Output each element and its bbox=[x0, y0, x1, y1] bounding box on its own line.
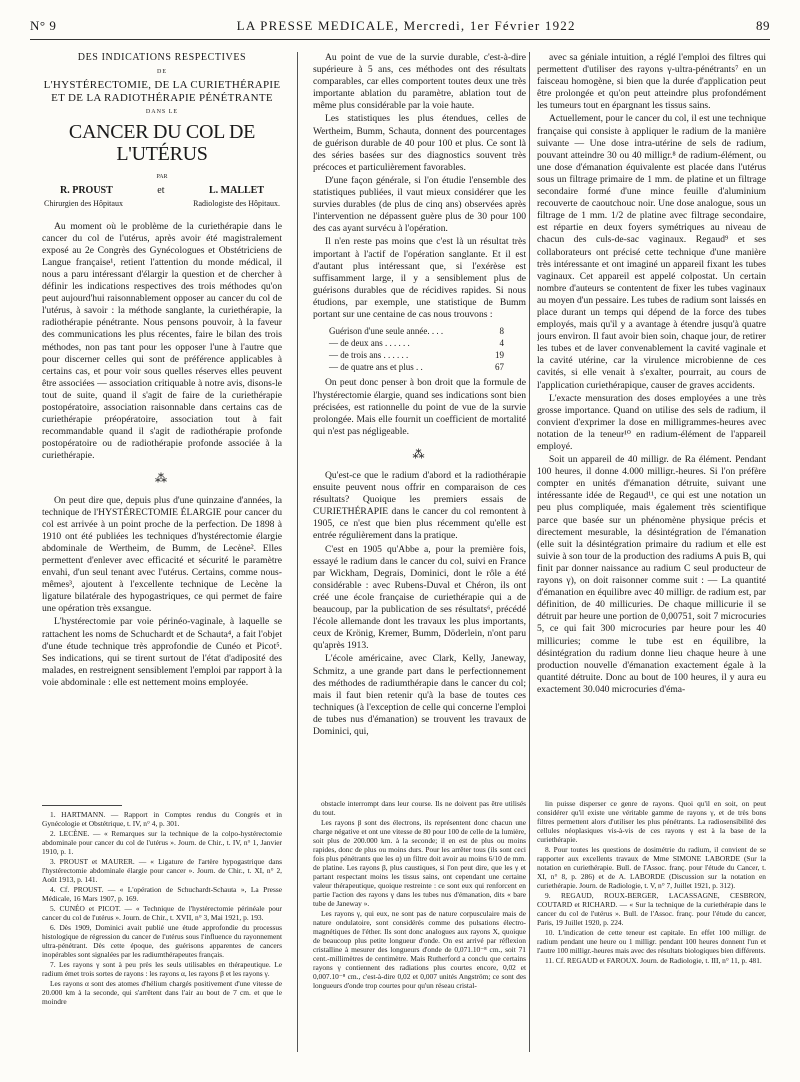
page-number: 89 bbox=[756, 18, 770, 33]
footnote-list bbox=[313, 799, 526, 990]
paragraph: L'exacte mensuration des doses employées a une très grosse importance. Quand on utilise des sels de radium, il convient d'exprimer la dose en milligrammes-heures avec notation de la teneur¹⁰ en radium-élément de l'appareil employé. bbox=[537, 392, 766, 452]
footnote: 9. REGAUD, ROUX-BERGER, LACASSAGNE, CESBRON, COUTARD et RICHARD. — « Sur la technique de la curiethérapie dans le cancer du col de l'utérus ». Bull. de l'Assoc. franç. pour l'étude du cancer, Paris, 19 Juillet 1920, p. 224. bbox=[537, 891, 766, 927]
paragraph: C'est en 1905 qu'Abbe a, pour la première fois, essayé le radium dans le cancer du col, suivi en France par Wickham, Degrais, Dominici, dont le rôle a été considérable : avec Rubens-Duval et Chéron, ils ont créé une école française de curiethérapie qui a de beaucoup, par la publication de ses résultats⁶, précédé l'école allemande dont les travaux les plus importants, ceux de Krönig, Kremer, Bumm, Döderlein, n'ont paru qu'après 1913. bbox=[313, 543, 526, 652]
stat-row: — de quatre ans et plus . . 67 bbox=[329, 362, 504, 373]
title-line-1: L'HYSTÉRECTOMIE, DE LA CURIETHÉRAPIE bbox=[43, 79, 281, 92]
paragraph: Actuellement, pour le cancer du col, il est une technique française qui consiste à appliquer le radium de la manière suivante — Une dose intra-utérine de sels de radium, pouvant atteindre 30 ou 40 milligr.⁸ de radium-élément, ou une dose d'émanation équivalente est placée dans l'utérus sous un filtrage primaire de 1 mm. de platine et un filtrage secondaire formé d'une mince feuille d'aluminium recouverte de caoutchouc noir. Une dose analogue, sous un filtrage de 1 mm. 1/2 de platine avec filtrage secondaire, est répartie en deux foyers symétriques au niveau de chacun des culs-de-sac vaginaux. Regaud⁹ et ses collaborateurs ont précisé cette technique d'une manière très intéressante et ont imaginé un appareil fixant les tubes vaginaux. Cet appareil est appelé colpostat. Un certain nombre d'auteurs se contentent de fixer les tubes vaginaux au moyen d'un pessaire. Les tubes de radium sont laissés en place durant un temps qui dépend de la force des tubes employés, mais qu'il y a avantage à étendre jusqu'à quatre jours environ. Il faut avoir bien soin, chaque jour, de retirer les tubes et de laver convenablement la cavité vaginale et la cavité utérine, car la virulence microbienne de ces cavités, si elle venait à s'exalter, pourrait, au cours de l'application curiethérapique, causer de graves accidents. bbox=[537, 113, 766, 391]
paragraph: Il n'en reste pas moins que c'est là un résultat très important à l'actif de l'opération sanglante. Et il est d'autant plus intéressant que, si l'exérèse est suffisamment large, il y a sensiblement plus de guérisons durables que de récidives rapides. Si nous étudions, par exemple, une statistique de Bumm portant sur une centaine de cas nous trouvons : bbox=[313, 236, 526, 320]
paragraph: Au moment où le problème de la curiethérapie dans le cancer du col de l'utérus, après avoir été magistralement exposé au 2e Congrès des Gynécologues et Obstétriciens de Langue française¹, retient l'attention du monde médical, il nous a paru intéressant d'élargir la question et de chercher à définir les indications respectives des trois méthodes qu'on peut aujourd'hui raisonnablement opposer au cancer du col de l'utérus, à savoir : la méthode sanglante, la curiethérapie, la radiothérapie pénétrante. Nous pensons pouvoir, à la faveur des communications les plus récentes, faire le bilan des trois méthodes, non pas tant pour les opposer l'une à l'autre que pour discerner celles qui sont de préférence applicables à certains cas, et pour voir sous quelles réserves elles peuvent être associées — association critiquable à notre avis, disons-le tout de suite, quand il s'agit de faire de la curiethérapie postopératoire, association raisonnable dans certains cas de curiethérapie préopératoire, association tout à fait recommandable quand il s'agit de radiothérapie profonde postopératoire ou de radiothérapie profonde associée à la curiethérapie. bbox=[42, 220, 282, 462]
paragraph: On peut dire que, depuis plus d'une quinzaine d'années, la technique de l'HYSTÉRECTOMIE ÉLARGIE pour cancer du col est arrivée à un point proche de la perfection. De 1898 à 1910 ont été publiées les techniques d'hystérectomie élargie abdominale de Wertheim, de Bumm, de Lecène². Elles permettent d'enlever avec efficacité et sécurité le paramètre envahi, d'un seul tenant avec l'utérus. Certains, comme nous-mêmes³, ajoutent à l'excellente technique de Lecène la ligature bilatérale des hypogastriques, ce qui permet de faire une opération très exsangue. bbox=[42, 494, 282, 615]
affiliation-2: Radiologiste des Hôpitaux. bbox=[193, 199, 280, 209]
paragraph: Qu'est-ce que le radium d'abord et la radiothérapie ensuite peuvent nous offrir en comparaison de ces résultats? Quoique les premiers essais de CURIETHÉRAPIE dans le cancer du col remontent à 1905, ce n'est que bien plus récemment qu'elle est entrée régulièrement dans la pratique. bbox=[313, 470, 526, 542]
column-rule-left bbox=[297, 52, 298, 1052]
column-rule-right bbox=[529, 52, 530, 1052]
footnote: Les rayons α sont des atomes d'hélium chargés positivement d'une vitesse de 20.000 km à la seconde, qui s'arrêtent dans l'air au bout de 7 cm. et que le moindre bbox=[42, 979, 282, 1006]
footnote: 5. CUNÉO et PICOT. — « Technique de l'hystérectomie périnéale pour cancer du col de l'utérus ». Journ. de Chir., t. XVII, n° 3, Mai 1921, p. 193. bbox=[42, 904, 282, 922]
footnote: 1. HARTMANN. — Rapport in Comptes rendus du Congrès et in Gynécologie et Obstétrique, t. IV, n° 4, p. 301. bbox=[42, 810, 282, 828]
paragraph: D'une façon générale, si l'on étudie l'ensemble des statistiques publiées, il vaut mieux considérer que les survies durables (de plus de cinq ans) observées après l'intervention ne dépassent guère plus de 30 pour 100 des cas ayant survécu à l'opération. bbox=[313, 174, 526, 235]
footnote: 10. L'indication de cette teneur est capitale. En effet 100 milligr. de radium pendant une heure ou 1 milligr. pendant 100 heures donnent l'un et l'autre 100 milligr.-heures mais avec des résultats biologiques bien différents. bbox=[537, 928, 766, 955]
issue-number: N° 9 bbox=[30, 18, 57, 33]
title-connector-2: DANS LE bbox=[145, 109, 179, 116]
paragraph: avec sa géniale intuition, a réglé l'emploi des filtres qui permettent d'utiliser des rayons γ-ultra-pénétrants⁷ en un faisceau homogène, si bien que la durée d'application peut être prolongée et qu'on peut atteindre plus profondément les tumeurs tout en épargnant les tissus sains. bbox=[537, 52, 766, 112]
footnote: 7. Les rayons γ sont à peu près les seuls utilisables en thérapeutique. Le radium émet trois sortes de rayons : les rayons α, les rayons β et les rayons γ. bbox=[42, 960, 282, 978]
title-connector: DE bbox=[157, 69, 167, 76]
section-separator: ⁂ bbox=[155, 471, 169, 486]
authors bbox=[42, 185, 282, 197]
stat-row: — de trois ans . . . . . . 19 bbox=[329, 350, 504, 361]
article-main-title: CANCER DU COL DE L'UTÉRUS bbox=[68, 121, 256, 166]
author-2: L. MALLET bbox=[208, 185, 264, 197]
stat-row: Guérison d'une seule année. . . . 8 bbox=[329, 326, 504, 337]
footnote: Les rayons γ, qui eux, ne sont pas de nature corpusculaire mais de nature ondulatoire, sont considérés comme des pulsations électro-magnétiques de l'éther. Ils sont donc analogues aux rayons X, quoique de beaucoup plus petite longueur d'onde. On est arrivé par réflexion cristalline à mesurer des longueurs d'onde de 0,071.10⁻⁸ cm., soit 71 cent.-millimètres de centimètre. Mais Rutherford a conclu que certains rayons γ contiennent des radiations plus courtes encore, 0,02 et 0,007.10⁻⁸ cm., c'est-à-dire 0,02 et 0,007 unités Angström; ce sont des longueurs d'onde trop courtes pour qu'un réseau cristal- bbox=[313, 909, 526, 990]
journal-title: LA PRESSE MEDICALE, Mercredi, 1er Février 1922 bbox=[236, 18, 576, 33]
title-line-2: ET DE LA RADIOTHÉRAPIE PÉNÉTRANTE bbox=[51, 92, 273, 105]
paragraph: Les statistiques les plus étendues, celles de Wertheim, Bumm, Schauta, donnent des pourcentages de guérison durable de 40 pour 100 et plus. Ce sont là des séries basées sur des diagnostics souvent très précoces et particulièrement favorables. bbox=[313, 113, 526, 173]
paragraph: L'école américaine, avec Clark, Kelly, Janeway, Schmitz, a une grande part dans le perfectionnement des méthodes de radiumthérapie dans le cancer du col; mais il faut bien retenir qu'à la base de toutes ces techniques (à l'exception de celle qui concerne l'emploi de tubes nus d'émanation) se trouvent les travaux de Dominici, qui, bbox=[313, 653, 526, 737]
footnote: 2. LECÈNE. — « Remarques sur la technique de la colpo-hystérectomie abdominale pour cancer du col de l'utérus ». Journ. de Chir., t. IV, n° 1, Janvier 1910, p. 1. bbox=[42, 829, 282, 856]
by-label: PAR bbox=[156, 174, 168, 181]
footnote: 11. Cf. REGAUD et FAROUX. Journ. de Radiologie, t. III, n° 11, p. 481. bbox=[545, 956, 762, 965]
footnote: 8. Pour toutes les questions de dosimétrie du radium, il convient de se rapporter aux excellents travaux de Mme SIMONE LABORDE (Sur la notation en curiethérapie. Bull. de l'Assoc. franç. pour l'étude du Cancer, t. XI, n° 8, p. 286) et de A. LABORDE (Discussion sur la notation en curiethérapie. Journ. de Radiologie, t. V, n° 7, Juillet 1921, p. 312). bbox=[537, 845, 766, 890]
stat-row: — de deux ans . . . . . . 4 bbox=[329, 338, 504, 349]
paragraph: Soit un appareil de 40 milligr. de Ra élément. Pendant 100 heures, il donne 4.000 milligr.-heures. Si l'on préfère compter en unités d'émanation détruite, suivant une intéressante idée de Regaud¹¹, ce qui est une notation un peu plus compliquée, mais également très scientifique parce que basée sur un phénomène physique précis et directement mesurable, la désintégration de l'émanation (elle suit la désintégration primaire du radium et elle est suivie à son tour de la production des radiums A puis B, qui finit par donner naissance au radium C seul producteur de rayons γ), on doit raisonner comme suit : — La quantité d'émanation en équilibre avec 40 milligr. de radium est, par définition, de 40 millicuries. De chaque millicurie il se détruit par heure une portion de 0,00751, soit 7 microcuries 5, ce qui fait 300 microcuries par heure pour les 40 millicuries; comme le tube est en équilibre, la désintégration du radium donne lieu chaque heure à une production nouvelle d'émanation exactement égale à la quantité détruite. Donc au bout de 100 heures, il y aura eu exactement 30.040 microcuries d'éma- bbox=[537, 454, 766, 695]
bumm-statistics bbox=[329, 325, 526, 373]
footnote: 3. PROUST et MAURER. — « Ligature de l'artère hypogastrique dans l'hystérectomie abdominale élargie pour cancer ». Journ. de Chir., t. XI, n° 2, Août 1913, p. 141. bbox=[42, 857, 282, 884]
paragraph: Au point de vue de la survie durable, c'est-à-dire supérieure à 5 ans, ces méthodes ont des résultats comparables, car elles comportent toutes deux une très importante ablation du paramètre, ablation tout de même plus considérable par la voie haute. bbox=[313, 52, 526, 112]
footnotes-column-1 bbox=[42, 795, 282, 1080]
affiliations bbox=[42, 198, 282, 210]
running-header bbox=[30, 18, 770, 40]
paragraph: On peut donc penser à bon droit que la formule de l'hystérectomie élargie, quand ses indications sont bien précisées, est rationnelle du point de vue de la survie prolongée. Mais elle fournit un coefficient de mortalité qui n'est pas négligeable. bbox=[313, 377, 526, 437]
footnote: obstacle interrompt dans leur course. Ils ne doivent pas être utilisés du tout. bbox=[313, 799, 526, 817]
footnotes-column-2 bbox=[313, 795, 526, 1080]
footnote: Les rayons β sont des électrons, ils représentent donc chacun une charge négative et ont une vitesse de 80 pour 100 de celle de la lumière, soit plus de 200.000 km. à la seconde; il en est de plus ou moins rapides, donc de plus ou moins durs. Pour les arrêter tous (ils sont ceci fois plus pénétrants que les α) un filtre doit avoir au moins 6/10 de mm. de platine. Les rayons β, plus caustiques, si l'on peut dire, que les γ et partant respectant moins les tissus sains, ont cependant une certaine valeur thérapeutique, quoique restreinte : ce sont eux qui renforcent en partie l'action des rayons γ dans les tubes nus d'émanation, dits « bare tube de Janeway ». bbox=[313, 818, 526, 908]
footnote-list bbox=[537, 799, 766, 965]
affiliation-1: Chirurgien des Hôpitaux bbox=[44, 199, 123, 209]
article-kicker: DES INDICATIONS RESPECTIVES bbox=[77, 52, 247, 63]
footnote-rule bbox=[42, 805, 122, 806]
footnote: 4. Cf. PROUST. — « L'opération de Schuchardt-Schauta », La Presse Médicale, 16 Mars 1907, p. 169. bbox=[42, 885, 282, 903]
footnote: lin puisse disperser ce genre de rayons. Quoi qu'il en soit, on peut considérer qu'il existe une véritable gamme de rayons γ, et de très bons filtres permettent alors d'utiliser les plus pénétrants. La radiosensibilité des cellules néoplasiques vis-à-vis de ces rayons γ est à la base de la curiethérapie. bbox=[537, 799, 766, 844]
paragraph: L'hystérectomie par voie périnéo-vaginale, à laquelle se rattachent les noms de Schuchardt et de Schauta⁴, a fait l'objet d'une étude technique très approfondie de Cunéo et Picot⁵. Ses indications, qui se tirent surtout de l'état d'adiposité des malades, en restreignent sensiblement l'emploi par rapport à la voie abdominale : elle est nettement moins employée. bbox=[42, 616, 282, 688]
article-title-block bbox=[42, 52, 282, 211]
footnotes-column-3 bbox=[537, 795, 766, 1080]
author-conjunction: et bbox=[157, 185, 165, 197]
footnote-list bbox=[42, 810, 282, 1006]
section-separator: ⁂ bbox=[412, 446, 427, 461]
footnote: 6. Dès 1909, Dominici avait publié une étude approfondie du processus histologique de régression du cancer de l'utérus sous l'influence du rayonnement ultra-pénétrant. Dès cette époque, des guérisons apparentes de cancers inopérables sont signalées par les radiumthérapeutes français. bbox=[42, 923, 282, 959]
author-1: R. PROUST bbox=[60, 185, 113, 197]
